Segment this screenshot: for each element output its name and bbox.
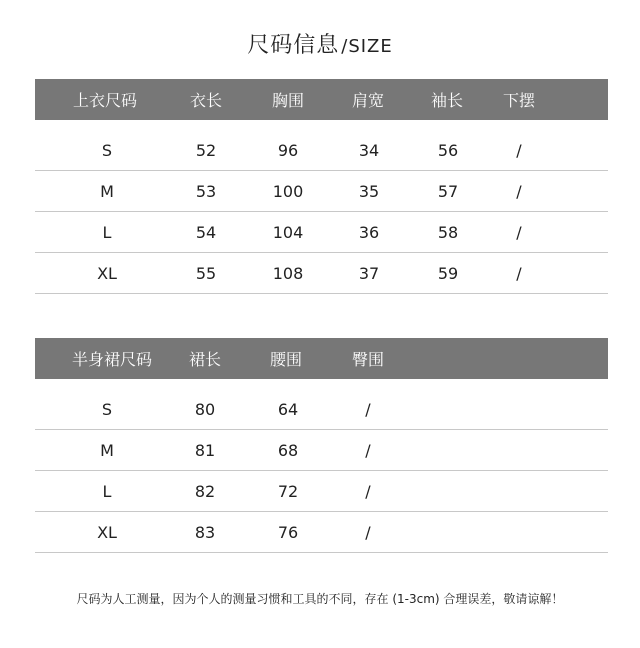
table-cell: 81	[194, 440, 216, 460]
table-cell: 58	[437, 222, 459, 242]
table-row	[35, 430, 608, 471]
table-cell: L	[102, 222, 112, 242]
table-cell: 34	[358, 140, 380, 160]
header-cell: 衣长	[189, 91, 223, 110]
table-cell: 36	[358, 222, 380, 242]
table-cell: S	[101, 399, 113, 419]
table-cell: 80	[194, 399, 216, 419]
page-title	[0, 28, 640, 59]
measurement-note: 尺码为人工测量，因为个人的测量习惯和工具的不同，存在 (1-3cm) 合理误差，敬请谅解！	[76, 592, 564, 606]
table-cell: /	[365, 399, 371, 419]
table-cell: /	[365, 522, 371, 542]
table-cell: XL	[97, 263, 117, 283]
table-row	[35, 130, 608, 171]
table-cell: /	[516, 181, 522, 201]
header-cell: 半身裙尺码	[71, 350, 153, 369]
table-cell: 76	[277, 522, 299, 542]
table-cell: 64	[277, 399, 299, 419]
skirt-size-table	[35, 338, 608, 553]
table-cell: /	[516, 222, 522, 242]
header-cell: 下摆	[502, 91, 536, 110]
header-cell: 臀围	[351, 350, 385, 369]
table-row	[35, 253, 608, 294]
table-cell: M	[100, 181, 114, 201]
table-cell: 104	[272, 222, 304, 242]
table-cell: 59	[437, 263, 459, 283]
top-size-table	[35, 79, 608, 294]
title-en: /SIZE	[341, 36, 393, 57]
table-cell: 55	[195, 263, 217, 283]
table-cell: L	[102, 481, 112, 501]
header-cell: 裙长	[188, 350, 222, 369]
table-cell: 82	[194, 481, 216, 501]
table-cell: 83	[194, 522, 216, 542]
header-cell: 腰围	[269, 350, 303, 369]
table-cell: /	[516, 140, 522, 160]
table-cell: 57	[437, 181, 459, 201]
table-row	[35, 212, 608, 253]
title-cn: 尺码信息	[247, 33, 340, 58]
table-cell: 52	[195, 140, 217, 160]
header-cell: 袖长	[430, 91, 464, 110]
table-cell: 37	[358, 263, 380, 283]
top-table-header	[35, 79, 608, 120]
header-cell: 胸围	[271, 91, 305, 110]
table-row	[35, 171, 608, 212]
table-cell: 96	[277, 140, 299, 160]
table-cell: 68	[277, 440, 299, 460]
table-cell: 54	[195, 222, 217, 242]
table-cell: /	[365, 481, 371, 501]
table-cell: S	[101, 140, 113, 160]
table-cell: 72	[277, 481, 299, 501]
table-cell: 100	[272, 181, 304, 201]
table-row	[35, 512, 608, 553]
table-row	[35, 471, 608, 512]
table-row	[35, 389, 608, 430]
header-cell: 上衣尺码	[72, 91, 138, 110]
table-cell: XL	[97, 522, 117, 542]
table-cell: /	[365, 440, 371, 460]
table-cell: 35	[358, 181, 380, 201]
table-cell: 108	[272, 263, 304, 283]
table-cell: /	[516, 263, 522, 283]
header-cell: 肩宽	[351, 91, 385, 110]
table-cell: M	[100, 440, 114, 460]
table-cell: 53	[195, 181, 217, 201]
table-cell: 56	[437, 140, 459, 160]
skirt-table-header	[35, 338, 608, 379]
